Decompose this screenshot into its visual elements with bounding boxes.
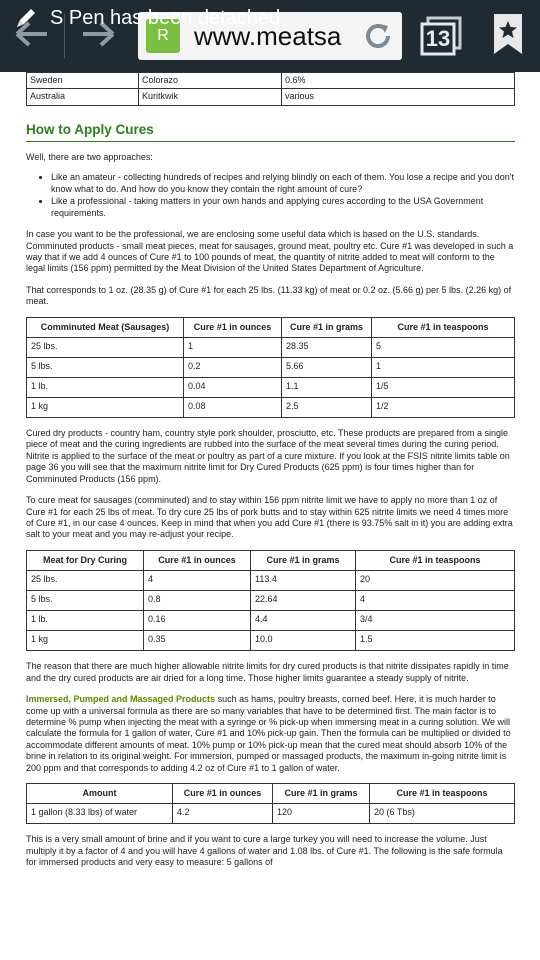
table-header: Cure #1 in ounces: [173, 784, 273, 804]
comminuted-meat-table: [26, 317, 515, 418]
bookmark-button[interactable]: [488, 12, 528, 56]
paragraph: Cured dry products - country ham, country style pork shoulder, prosciutto, etc. These products are prepared from a single piece of meat and the curing ingredients are rubbed into the surface of the meat several times during the curing period. Nitrite is applied to the surface of the meat or poultry as part of a cure mixture. If you look at the FSIS nitrite limits table on page 36 you will see that the maximum nitrite limit for Dry Cured Products (625 ppm) is four times higher than for Comminuted Products (156 ppm).: [26, 428, 510, 484]
table-header: Cure #1 in ounces: [144, 550, 251, 570]
paragraph: To cure meat for sausages (comminuted) and to stay within 156 ppm nitrite limit we have to apply no more than 1 oz of Cure #1 for each 25 lbs of meat. To dry cure 25 lbs of pork butts and to stay within 625 nitrite limits we need 4 times more of Cure #1, in our case 4 ounces. Keep in mind that when you add Cure #1 (there is 93.75% salt in it) you are adding extra salt to your meat and you may re-adjust your recipe.: [26, 495, 513, 540]
table-header-row: [27, 784, 515, 804]
table-cell: 4: [144, 571, 251, 591]
table-header: Cure #1 in ounces: [184, 317, 282, 337]
table-header: Cure #1 in teaspoons: [356, 550, 515, 570]
site-favicon-icon: [146, 19, 180, 53]
table-cell: Kuritkwik: [139, 89, 282, 105]
back-button[interactable]: [8, 14, 56, 58]
table-cell: 0.6%: [282, 73, 515, 89]
table-cell: 5.66: [282, 358, 372, 378]
paragraph: The reason that there are much higher allowable nitrite limits for dry cured products is that nitrite dissipates rapidly in time and the dry cured products are air dried for a long time. Those higher limits guarantee a steady supply of nitrite.: [26, 661, 509, 683]
table-row: [27, 338, 515, 358]
table-cell: 0.08: [184, 398, 282, 418]
approach-list: [26, 172, 515, 219]
table-cell: Australia: [27, 89, 139, 105]
table-header: Comminuted Meat (Sausages): [27, 317, 184, 337]
table-cell: 5 lbs.: [27, 358, 184, 378]
table-row: [27, 73, 515, 89]
table-cell: 1 lb.: [27, 378, 184, 398]
paragraph: [26, 694, 515, 774]
table-row: [27, 398, 515, 418]
table-row: [27, 358, 515, 378]
table-cell: 1 kg: [27, 631, 144, 651]
address-bar[interactable]: [138, 12, 402, 60]
table-header: Cure #1 in teaspoons: [370, 784, 515, 804]
table-cell: 1 kg: [27, 398, 184, 418]
table-cell: 0.8: [144, 591, 251, 611]
bookmark-icon: [488, 12, 528, 56]
table-cell: 5: [372, 338, 515, 358]
tab-count: 13: [425, 26, 451, 51]
table-cell: 2.5: [282, 398, 372, 418]
table-cell: 10.0: [251, 631, 356, 651]
immersed-products-link[interactable]: Immersed, Pumped and Massaged Products: [26, 694, 216, 705]
table-cell: 0.16: [144, 611, 251, 631]
toolbar-divider: [64, 14, 65, 58]
table-cell: 1.1: [282, 378, 372, 398]
table-header: Meat for Dry Curing: [27, 550, 144, 570]
table-cell: Colorazo: [139, 73, 282, 89]
table-cell: 28.35: [282, 338, 372, 358]
table-cell: Sweden: [27, 73, 139, 89]
table-header: Amount: [27, 784, 173, 804]
table-row: [27, 804, 515, 824]
table-cell: 20 (6 Tbs): [370, 804, 515, 824]
table-header-row: [27, 317, 515, 337]
table-cell: 4.4: [251, 611, 356, 631]
table-cell: 25 lbs.: [27, 338, 184, 358]
table-header-row: [27, 550, 515, 570]
article: [0, 72, 540, 869]
table-row: [27, 378, 515, 398]
favicon-letter: R: [157, 27, 169, 44]
browser-toolbar: [0, 0, 540, 72]
table-cell: 0.35: [144, 631, 251, 651]
table-header: Cure #1 in grams: [273, 784, 370, 804]
table-cell: 113.4: [251, 571, 356, 591]
table-header: Cure #1 in grams: [282, 317, 372, 337]
url-text[interactable]: www.meatsa: [194, 20, 342, 51]
table-cell: 4: [356, 591, 515, 611]
intro-paragraph: Well, there are two approaches:: [26, 151, 153, 162]
table-cell: 1: [372, 358, 515, 378]
list-item: • Like an amateur - collecting hundreds of recipes and relying blindly on each of them. You lose a recipe and you don't know what to do. And how do you know they contain the right amount of cure?: [51, 172, 515, 195]
table-cell: 5 lbs.: [27, 591, 144, 611]
table-row: [27, 611, 515, 631]
notification-text: S Pen has been detached: [50, 6, 281, 29]
table-cell: 0.04: [184, 378, 282, 398]
table-header: Cure #1 in grams: [251, 550, 356, 570]
forward-button[interactable]: [74, 14, 122, 58]
forward-arrow-icon: [81, 21, 115, 52]
table-cell: 0.2: [184, 358, 282, 378]
table-cell: various: [282, 89, 515, 105]
table-row: [27, 591, 515, 611]
table-cell: 22.64: [251, 591, 356, 611]
table-row: [27, 631, 515, 651]
table-cell: 1/5: [372, 378, 515, 398]
paragraph: In case you want to be the professional, we are enclosing some useful data which is based on the U.S. standards. Comminuted products - small meat pieces, meat for sausages, ground meat, poultry etc. Cure #1 was developed in such a way that if we add 4 ounces of Cure #1 to 100 pounds of meat, the quantity of nitrite added to meat will conform to the legal limits (156 ppm) permitted by the Meat Division of the United States Department of Agriculture.: [26, 229, 514, 274]
paragraph-text: such as hams, poultry breasts, corned beef. Here, it is much harder to come up with a universal formula as there are so many variables that have to be determined first. The main factor is to determine % pump when injecting the meat with a syringe or % pick-up when immersing meat in a curing solution. We will calculate the formula for 1 gallon of water, Cure #1 and 10% pick-up gain. Then the formula can be multiplied or divided to accommodate different amounts of meat. 10% pump or 10% pick-up mean that the cured meat should absorb 10% of the brine in relation to its original weight. For immersion, pumped or massaged products, the maximum in-going nitrite limit is 200 ppm and that corresponds to adding 4.2 oz of Cure #1 to 1 gallon of water.: [26, 694, 511, 773]
table-row: [27, 89, 515, 105]
tabs-button[interactable]: [420, 16, 462, 56]
table-cell: 1 gallon (8.33 lbs) of water: [27, 804, 173, 824]
table-cell: 20: [356, 571, 515, 591]
table-cell: 25 lbs.: [27, 571, 144, 591]
table-cell: 3/4: [356, 611, 515, 631]
reload-icon[interactable]: [360, 18, 396, 54]
back-arrow-icon: [15, 21, 49, 52]
table-cell: 1/2: [372, 398, 515, 418]
table-cell: 120: [273, 804, 370, 824]
table-cell: 1 lb.: [27, 611, 144, 631]
nitrite-table-fragment: [26, 72, 515, 106]
web-page-content[interactable]: [0, 72, 540, 960]
paragraph: This is a very small amount of brine and if you want to cure a large turkey you will need to increase the volume. Just multiply it by a factor of 4 and you will have 4 gallons of water and 1.08 lbs. of Cure #1. The following is the safe formula for immersed products and very easy to measure: 5 gallons of: [26, 834, 503, 868]
section-heading: How to Apply Cures: [26, 121, 515, 142]
list-item: • Like a professional - taking matters in your own hands and applying cures according to the USA Government requirements.: [51, 196, 515, 219]
table-cell: 1.5: [356, 631, 515, 651]
paragraph: That corresponds to 1 oz. (28.35 g) of Cure #1 for each 25 lbs. (11.33 kg) of meat or 0.2 oz. (5.66 g) per 5 lbs. (2.26 kg) of meat.: [26, 284, 512, 307]
table-row: [27, 571, 515, 591]
brine-amount-table: [26, 783, 515, 824]
table-header: Cure #1 in teaspoons: [372, 317, 515, 337]
table-cell: 1: [184, 338, 282, 358]
dry-curing-table: [26, 550, 515, 651]
table-cell: 4.2: [173, 804, 273, 824]
